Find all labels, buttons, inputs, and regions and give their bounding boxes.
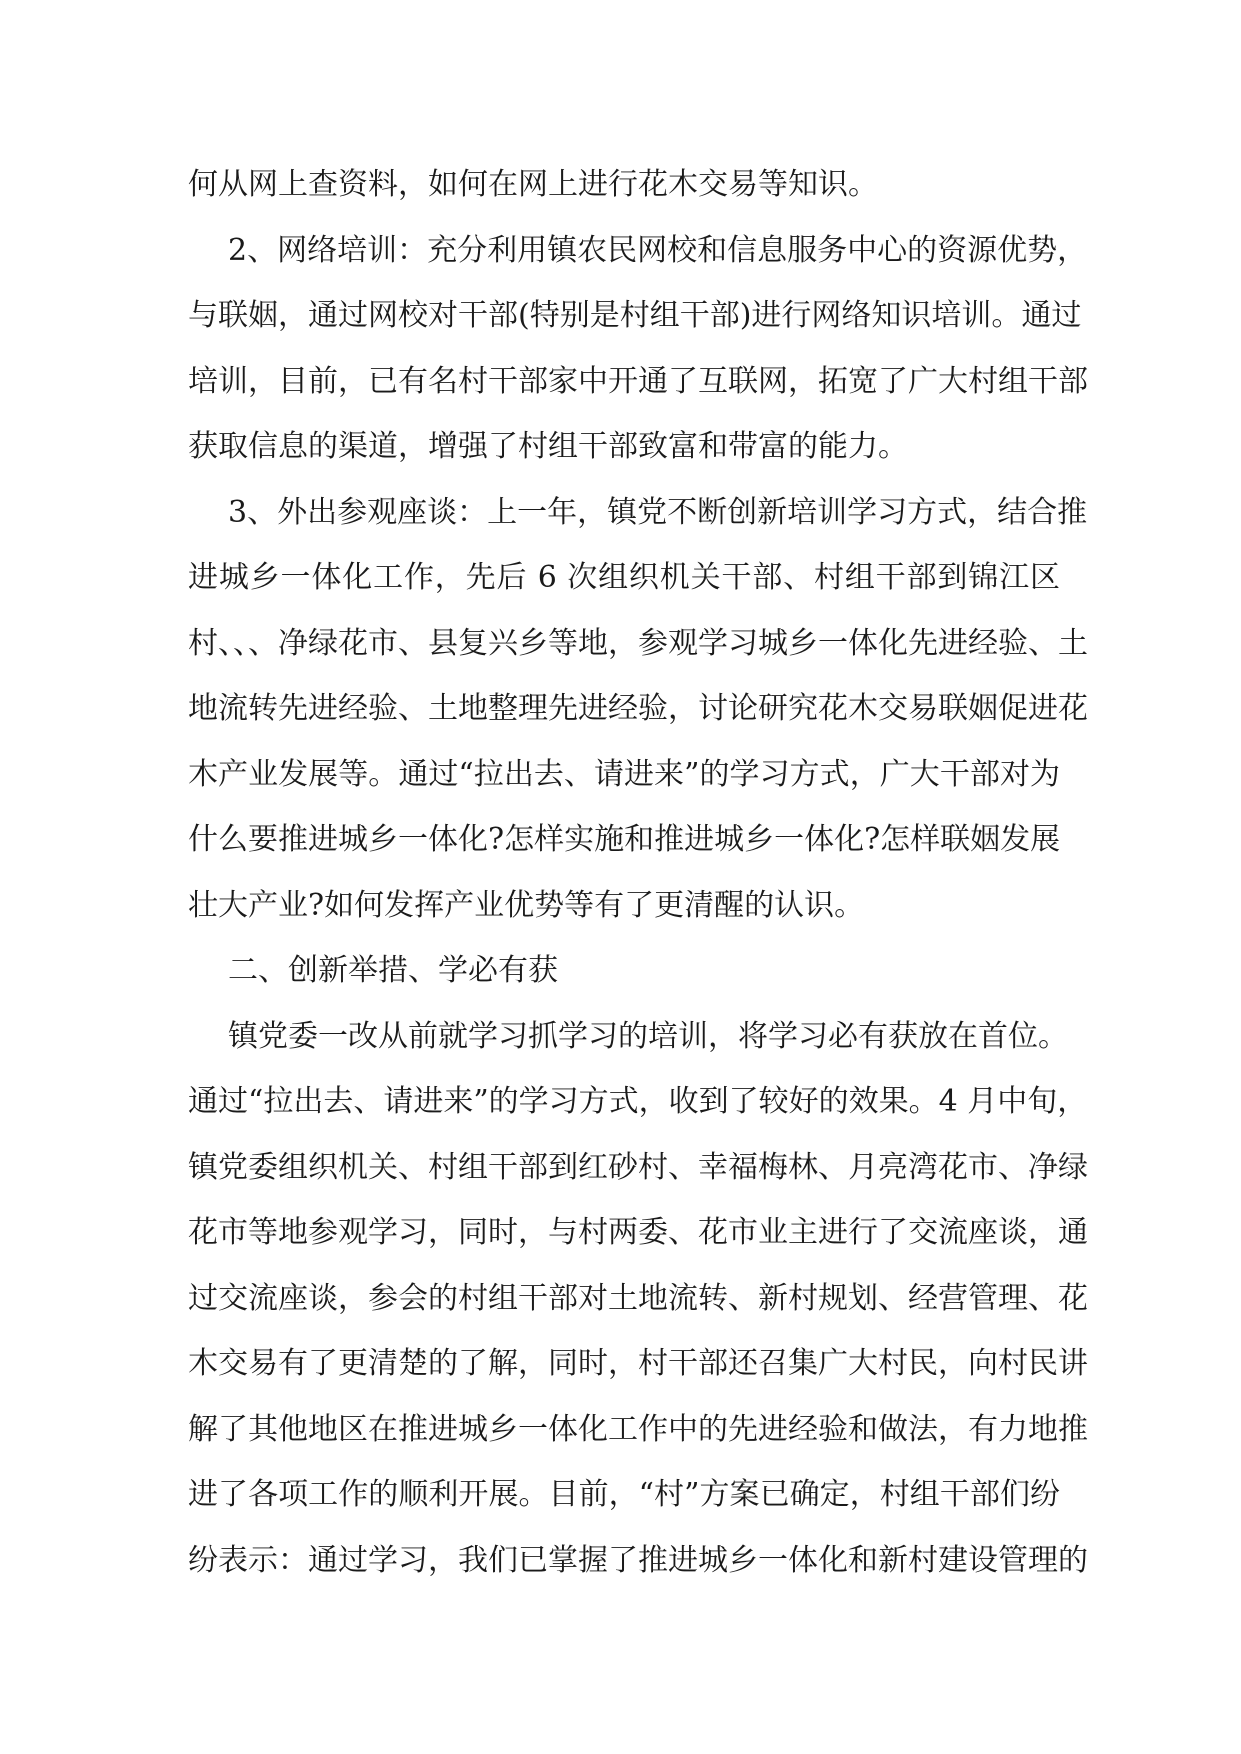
- paragraph-line: 纷表示：通过学习，我们已掌握了推进城乡一体化和新村建设管理的: [188, 1542, 1088, 1578]
- paragraph-line: 木产业发展等。通过“拉出去、请进来”的学习方式，广大干部对为: [188, 756, 1060, 792]
- paragraph-line: 培训，目前，已有名村干部家中开通了互联网，拓宽了广大村组干部: [188, 363, 1088, 399]
- paragraph-line: 与联姻，通过网校对干部(特别是村组干部)进行网络知识培训。通过: [188, 298, 1082, 333]
- paragraph-line: 村、、、净绿花市、县复兴乡等地，参观学习城乡一体化先进经验、土: [188, 625, 1088, 661]
- paragraph-line: 进了各项工作的顺利开展。目前，“村”方案已确定，村组干部们纷: [188, 1477, 1060, 1512]
- paragraph-line: 通过“拉出去、请进来”的学习方式，收到了较好的效果。4 月中旬，: [188, 1084, 1088, 1119]
- paragraph-line: 壮大产业?如何发挥产业优势等有了更清醒的认识。: [188, 887, 865, 923]
- paragraph-line: 何从网上查资料，如何在网上进行花木交易等知识。: [188, 167, 878, 202]
- document-body: [188, 152, 1088, 1593]
- paragraph-line: 2、网络培训：充分利用镇农民网校和信息服务中心的资源优势，: [228, 232, 1088, 268]
- paragraph-line: 3、外出参观座谈：上一年，镇党不断创新培训学习方式，结合推: [228, 494, 1088, 530]
- paragraph-line: 地流转先进经验、土地整理先进经验，讨论研究花木交易联姻促进花: [188, 691, 1088, 726]
- section-heading: 二、创新举措、学必有获: [228, 953, 558, 988]
- paragraph-line: 解了其他地区在推进城乡一体化工作中的先进经验和做法，有力地推: [188, 1411, 1088, 1447]
- paragraph-line: 获取信息的渠道，增强了村组干部致富和带富的能力。: [188, 429, 908, 464]
- paragraph-line: 木交易有了更清楚的了解，同时，村干部还召集广大村民，向村民讲: [188, 1346, 1088, 1381]
- paragraph-line: 花市等地参观学习，同时，与村两委、花市业主进行了交流座谈，通: [188, 1215, 1088, 1250]
- paragraph-line: 镇党委一改从前就学习抓学习的培训，将学习必有获放在首位。: [228, 1018, 1068, 1054]
- paragraph-line: 进城乡一体化工作，先后 6 次组织机关干部、村组干部到锦江区: [188, 560, 1060, 595]
- paragraph-line: 什么要推进城乡一体化?怎样实施和推进城乡一体化?怎样联姻发展: [188, 822, 1061, 857]
- paragraph-line: 镇党委组织机关、村组干部到红砂村、幸福梅林、月亮湾花市、净绿: [188, 1149, 1088, 1185]
- paragraph-line: 过交流座谈，参会的村组干部对土地流转、新村规划、经营管理、花: [188, 1280, 1088, 1316]
